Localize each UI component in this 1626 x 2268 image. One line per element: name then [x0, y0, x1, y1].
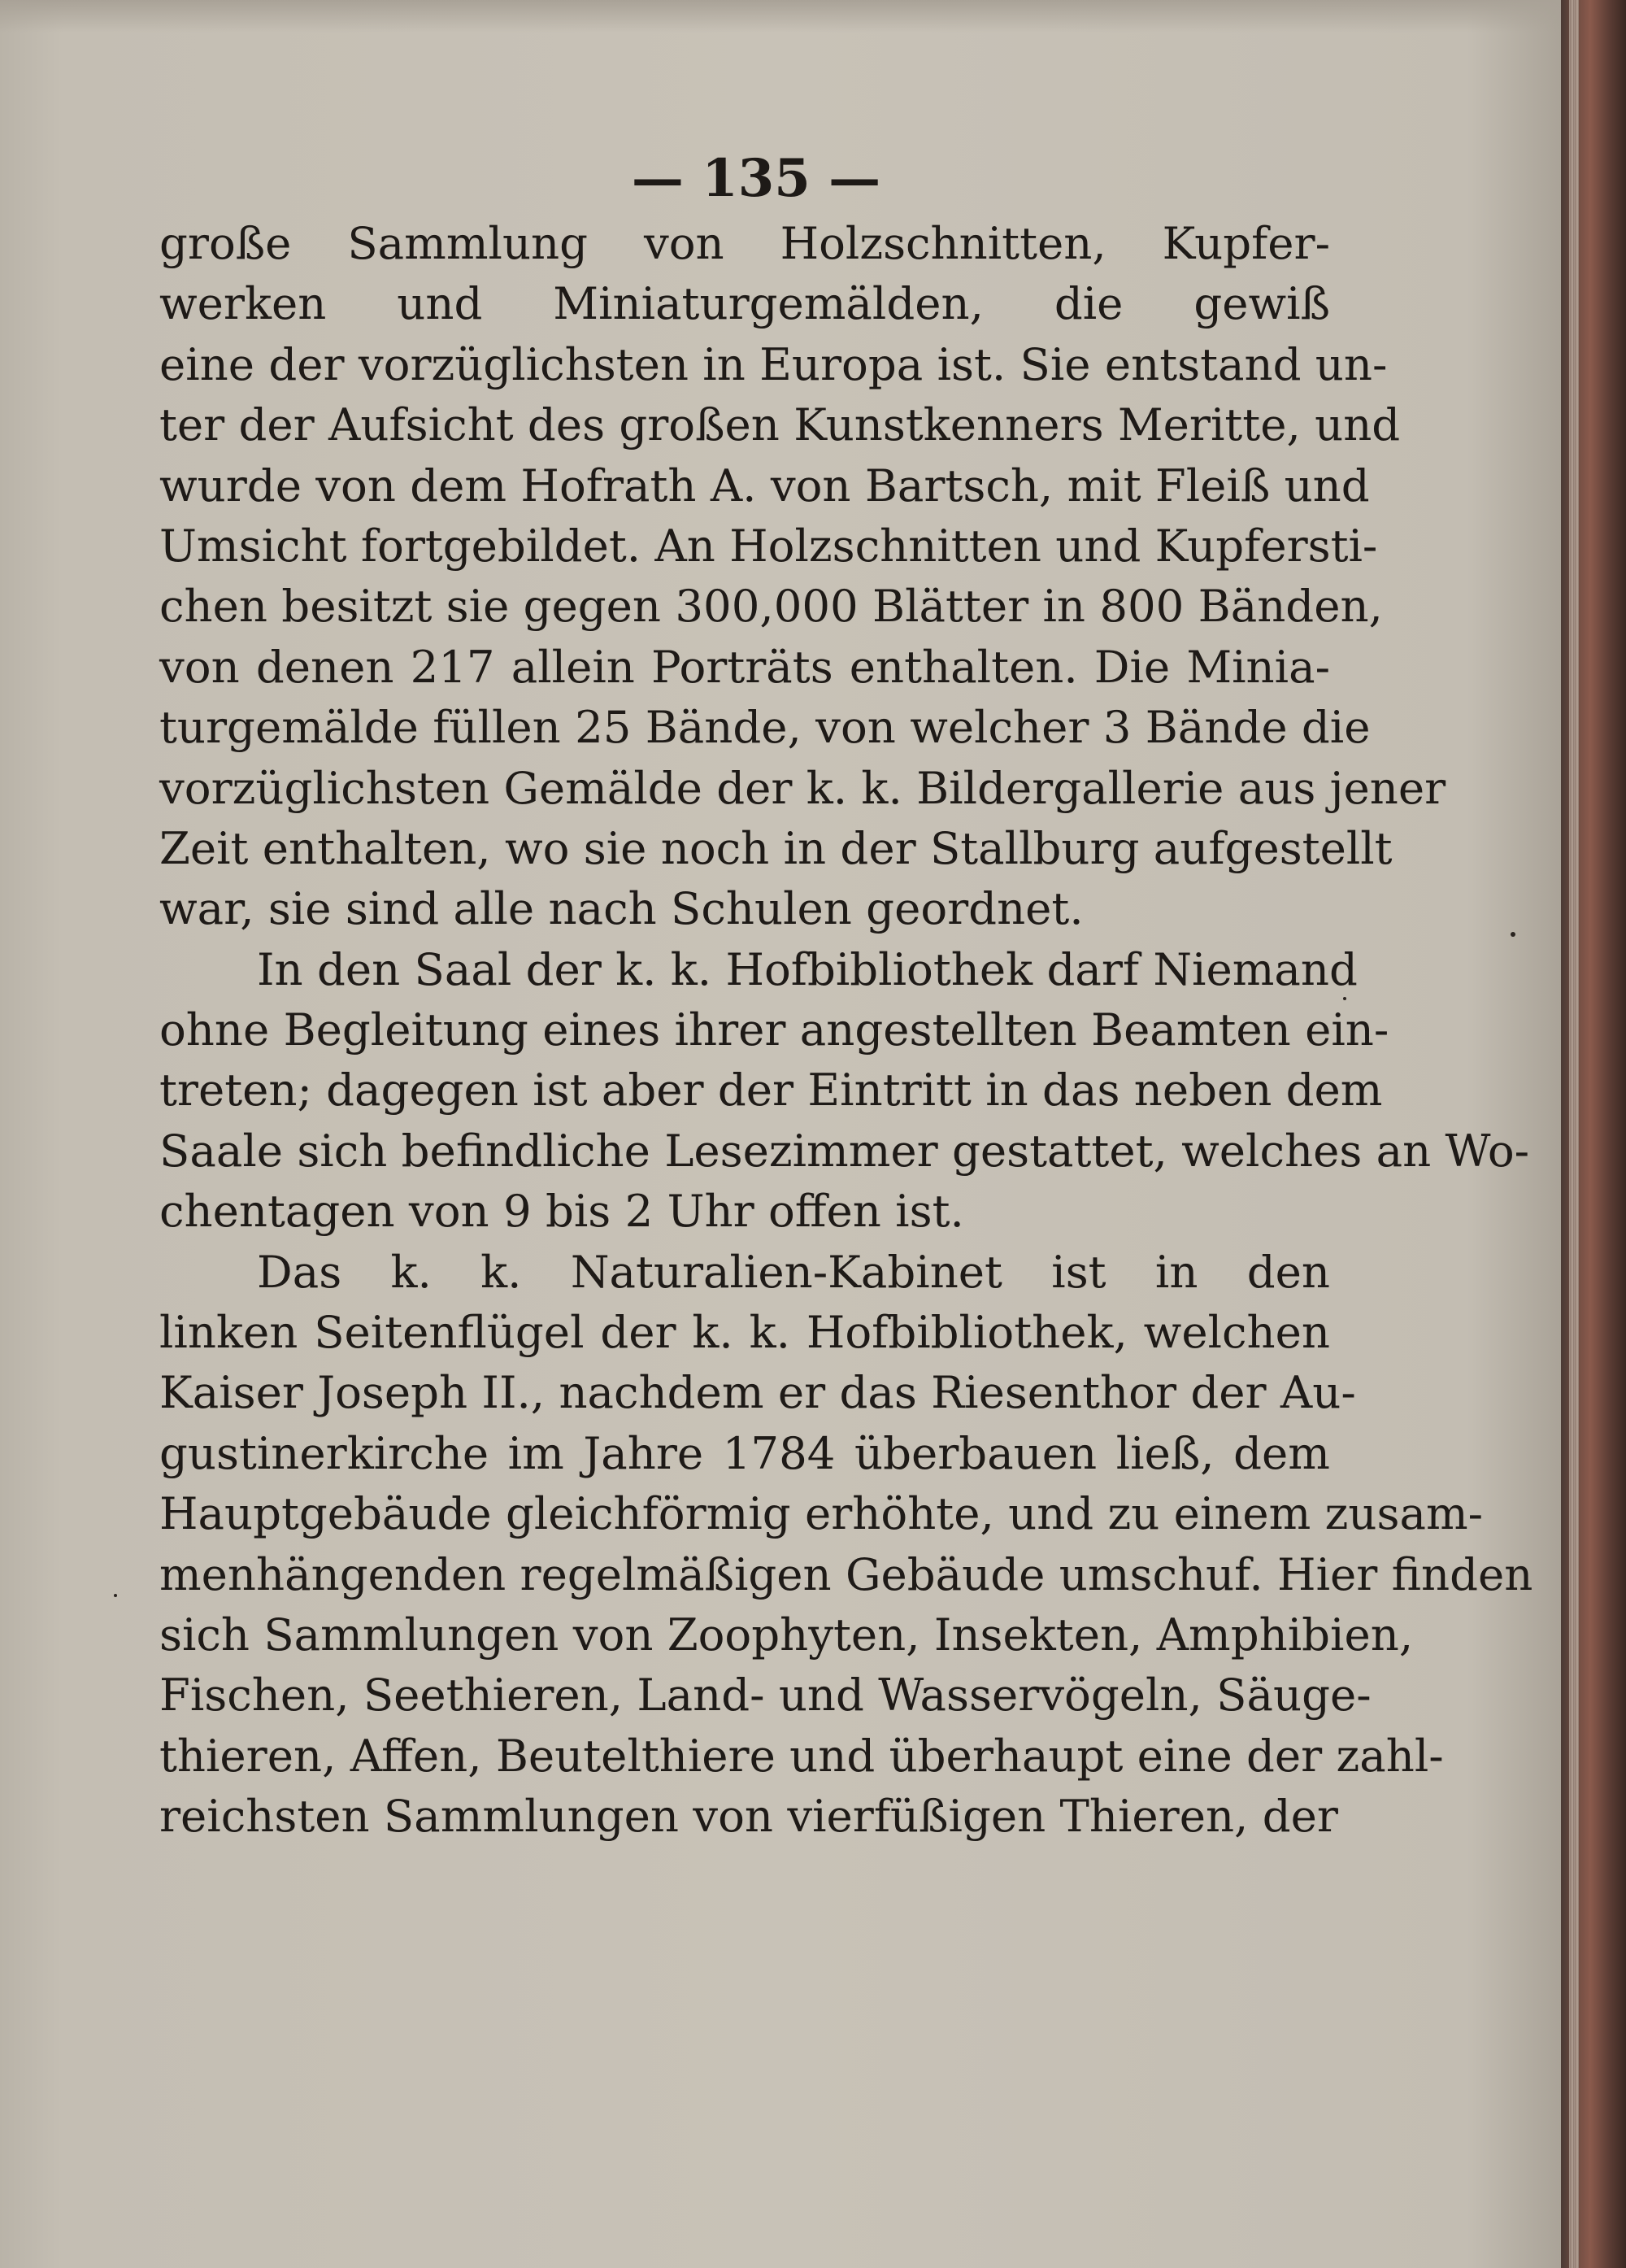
text-line: chen besitzt sie gegen 300,000 Blätter in 800 Bänden, — [159, 580, 1383, 633]
text-line: gustinerkirche im Jahre 1784 überbauen ließ, dem — [159, 1426, 1330, 1479]
text-line: sich Sammlungen von Zoophyten, Insekten, Amphibien, — [159, 1608, 1414, 1661]
text-line: ohne Begleitung eines ihrer angestellten Beamten ein- — [159, 1003, 1389, 1056]
page-number: — 135 — — [631, 148, 881, 209]
body-text — [159, 213, 1533, 1847]
text-line: Kaiser Joseph II., nachdem er das Riesenthor der Au- — [159, 1366, 1356, 1419]
text-line: reichsten Sammlungen von vierfüßigen Thieren, der — [159, 1790, 1338, 1843]
text-line: thieren, Affen, Beutelthiere und überhaupt eine der zahl- — [159, 1729, 1444, 1782]
text-line: war, sie sind alle nach Schulen geordnet. — [159, 882, 1084, 935]
text-line: ter der Aufsicht des großen Kunstkenners Meritte, und — [159, 398, 1401, 451]
ink-speck — [1511, 932, 1515, 937]
page-top-shadow — [0, 0, 1561, 33]
text-line: Fischen, Seethieren, Land- und Wasservögeln, Säuge- — [159, 1669, 1372, 1722]
text-line: Zeit enthalten, wo sie noch in der Stallburg aufgestellt — [159, 821, 1393, 874]
text-line: linken Seitenflügel der k. k. Hofbibliothek, welchen — [159, 1306, 1330, 1359]
page-edges — [1569, 0, 1579, 2268]
text-line: treten; dagegen ist aber der Eintritt in das neben dem — [159, 1064, 1383, 1117]
text-line: menhängenden regelmäßigen Gebäude umschuf. Hier finden — [159, 1548, 1533, 1600]
text-line: Hauptgebäude gleichförmig erhöhte, und zu einem zusam- — [159, 1487, 1484, 1540]
text-line: werken und Miniaturgemälden, die gewiß — [159, 277, 1330, 330]
text-line: wurde von dem Hofrath A. von Bartsch, mit Fleiß und — [159, 459, 1370, 511]
text-line: von denen 217 allein Porträts enthalten. Die Minia- — [159, 640, 1330, 693]
text-line: Umsicht fortgebildet. An Holzschnitten und Kupfersti- — [159, 519, 1378, 572]
ink-speck — [114, 1594, 117, 1597]
text-line: eine der vorzüglichsten in Europa ist. Sie entstand un- — [159, 337, 1388, 390]
text-line: Saale sich befindliche Lesezimmer gestattet, welches an Wo- — [159, 1124, 1530, 1177]
paragraph-start-line: In den Saal der k. k. Hofbibliothek darf Niemand — [257, 942, 1358, 995]
text-line: chentagen von 9 bis 2 Uhr offen ist. — [159, 1185, 964, 1238]
text-line: vorzüglichsten Gemälde der k. k. Bildergallerie aus jener — [159, 761, 1446, 814]
paragraph-start-line: Das k. k. Naturalien-Kabinet ist in den — [257, 1245, 1330, 1298]
text-line: turgemälde füllen 25 Bände, von welcher 3 Bände die — [159, 701, 1371, 754]
text-line: große Sammlung von Holzschnitten, Kupfer- — [159, 217, 1330, 269]
ink-speck — [1343, 997, 1346, 1000]
